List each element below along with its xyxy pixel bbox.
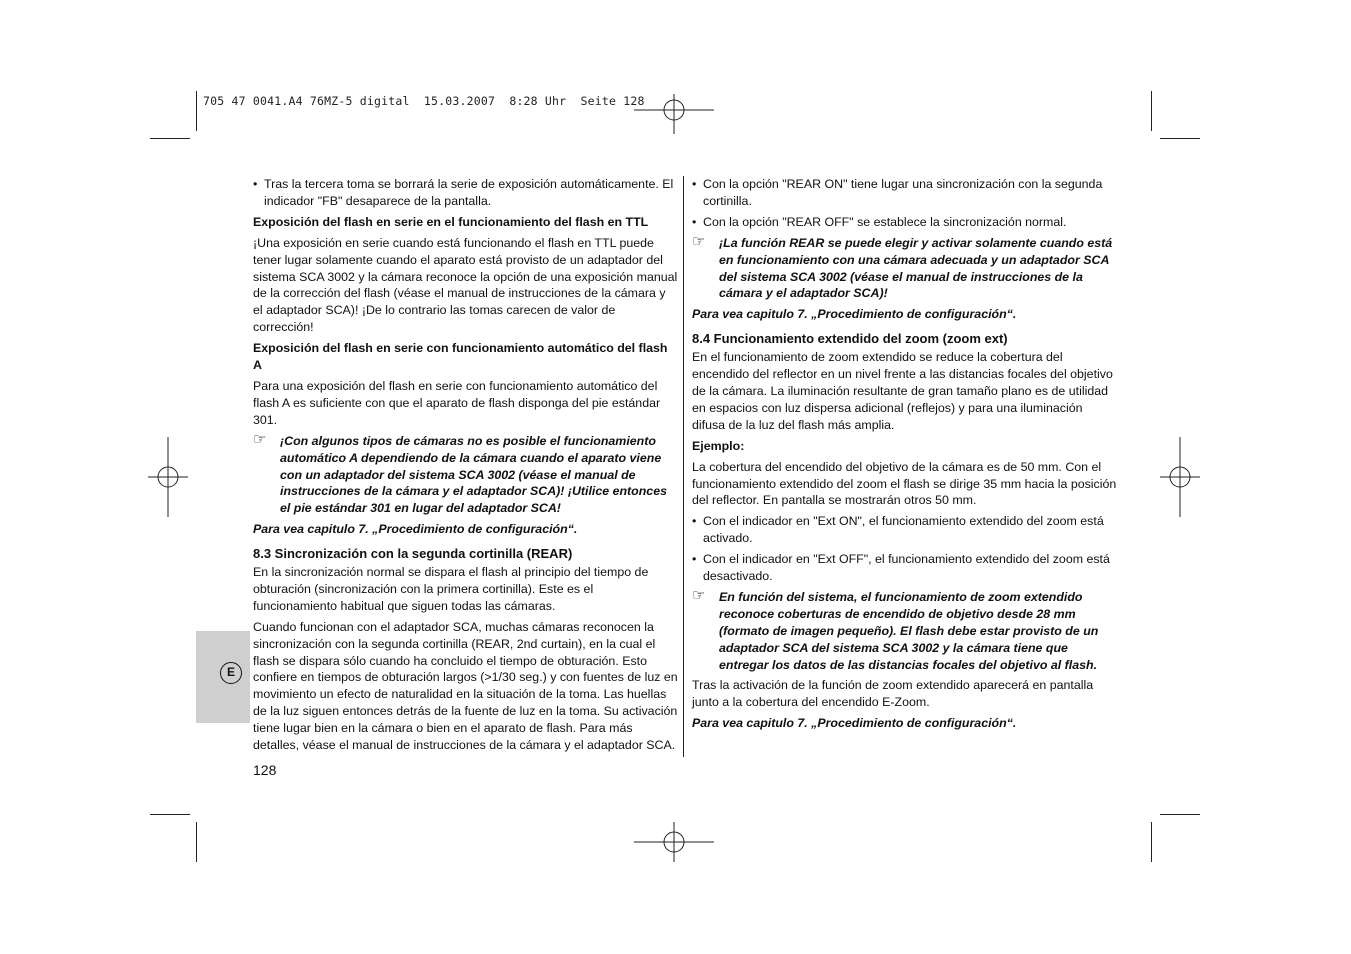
- crop-mark-bottom-right-v: [1151, 822, 1152, 862]
- page-number: 128: [253, 762, 277, 778]
- crop-mark-bottom-left-v: [196, 822, 197, 862]
- section-heading-auto: Exposición del flash en serie con funcionamiento automático del flash A: [253, 341, 668, 373]
- list-item: [253, 176, 678, 210]
- note-text: ¡La función REAR se puede elegir y activar solamente cuando está en funcionamiento con una cámara adecuada y un adaptador SCA del sistema SCA 3002 (véase el manual de instrucciones de la cámara y el adaptador SCA)!: [719, 235, 1113, 301]
- note-zoom: [692, 586, 1117, 674]
- bullet-text: Con el indicador en "Ext ON", el funcionamiento extendido del zoom está activado.: [703, 514, 1104, 546]
- example-heading: Ejemplo:: [692, 438, 745, 453]
- pointing-hand-icon: ☞: [692, 232, 706, 250]
- note-text: ¡Con algunos tipos de cámaras no es posible el funcionamiento automático A dependiendo de la cámara cuando el aparato viene con un adaptador del sistema SCA 3002 (véase el manual de instrucciones de la cámara y el adaptador SCA)! ¡Utilice entonces el pie estándar 301 en lugar del adaptador SCA!: [280, 433, 667, 516]
- list-item: [692, 214, 1117, 231]
- left-column: [253, 176, 678, 758]
- pointing-hand-icon: ☞: [692, 586, 706, 604]
- registration-mark-bottom: [634, 822, 714, 862]
- registration-mark-left: [148, 437, 188, 517]
- note-text: En función del sistema, el funcionamiento de zoom extendido reconoce coberturas de encendido de objetivo desde 28 mm (formato de imagen pequeño). El flash debe estar provisto de un adaptador SCA del sistema SCA 3002 y la cámara tiene que entregar los datos de las distancias focales del objetivo al flash.: [719, 589, 1099, 672]
- section-heading-ttl: Exposición del flash en serie en el funcionamiento del flash en TTL: [253, 214, 649, 229]
- config-reference: Para vea capitulo 7. „Procedimiento de configuración“.: [692, 716, 1017, 731]
- bullet-icon: •: [692, 177, 697, 191]
- bullet-icon: •: [692, 214, 697, 229]
- printer-slug: 705 47 0041.A4 76MZ-5 digital 15.03.2007 8:28 Uhr Seite 128: [203, 94, 645, 108]
- list-item: [692, 513, 1117, 547]
- bullet-text: Con la opción "REAR ON" tiene lugar una sincronización con la segunda cortinilla.: [703, 177, 1103, 208]
- paragraph-ttl: ¡Una exposición en serie cuando está funcionando el flash en TTL puede tener lugar solamente cuando el aparato está provisto de un adaptador del sistema SCA 3002 y la cámara reconoce la opción de una exposición manual de la corrección del flash (véase el manual de instrucciones de la cámara y el adaptador SCA)! ¡De lo contrario las tomas carecen de valor de corrección!: [253, 235, 678, 335]
- registration-mark-top: [634, 94, 714, 134]
- pointing-hand-icon: ☞: [253, 430, 267, 448]
- bullet-icon: •: [692, 552, 697, 567]
- bullet-text: Tras la tercera toma se borrará la serie de exposición automáticamente. El indicador "FB" desaparece de la pantalla.: [264, 177, 674, 208]
- bullet-text: Con la opción "REAR OFF" se establece la sincronización normal.: [703, 214, 1067, 229]
- crop-mark-top-right-v: [1151, 91, 1152, 131]
- note-rear: [692, 232, 1117, 303]
- config-reference: Para vea capitulo 7. „Procedimiento de configuración“.: [692, 307, 1017, 322]
- crop-mark-bottom-left-h: [150, 814, 190, 815]
- list-item: [692, 176, 1117, 210]
- language-badge: E: [220, 662, 242, 684]
- crop-mark-top-left-v: [196, 91, 197, 131]
- list-item: [692, 551, 1117, 585]
- bullet-text: Con el indicador en "Ext OFF", el funcionamiento extendido del zoom está desactivado.: [703, 552, 1110, 584]
- crop-mark-top-right-h: [1160, 138, 1200, 139]
- crop-mark-top-left-h: [150, 138, 190, 139]
- paragraph-8-3-a: En la sincronización normal se dispara el flash al principio del tiempo de obturación (sincronización con la primera cortinilla). Este es el funcionamiento habitual que siguen todas las cámaras.: [253, 565, 649, 613]
- paragraph-8-4: En el funcionamiento de zoom extendido se reduce la cobertura del encendido del reflector en un nivel frente a las distancias focales del objetivo de la cámara. La iluminación resultante de gran tamaño plano es de utilidad en espacios con luz dispersa adicional (reflejos) y para una iluminación difusa de la luz del flash más amplia.: [692, 350, 1113, 432]
- bullet-icon: •: [692, 514, 697, 529]
- config-reference: Para vea capitulo 7. „Procedimiento de configuración“.: [253, 522, 578, 537]
- bullet-icon: •: [253, 177, 258, 191]
- paragraph-auto: Para una exposición del flash en serie con funcionamiento automático del flash A es suficiente con que el aparato de flash disponga del pie estándar 301.: [253, 378, 661, 427]
- column-divider: [683, 176, 684, 757]
- note-auto: [253, 430, 678, 518]
- paragraph-ezoom: Tras la activación de la función de zoom extendido aparecerá en pantalla junto a la cobertura del encendido E-Zoom.: [692, 678, 1094, 710]
- paragraph-example: La cobertura del encendido del objetivo de la cámara es de 50 mm. Con el funcionamiento extendido del zoom el flash se dirige 35 mm hacia la posición del reflector. En pantalla se mostrarán otros 50 mm.: [692, 459, 1117, 508]
- registration-mark-right: [1160, 437, 1200, 517]
- section-heading-8-3: 8.3 Sincronización con la segunda cortinilla (REAR): [253, 546, 573, 562]
- crop-mark-bottom-right-h: [1160, 814, 1200, 815]
- section-heading-8-4: 8.4 Funcionamiento extendido del zoom (zoom ext): [692, 331, 1008, 347]
- right-column: [692, 176, 1117, 736]
- paragraph-8-3-b: Cuando funcionan con el adaptador SCA, muchas cámaras reconocen la sincronización con la segunda cortinilla (REAR, 2nd curtain), en la cual el flash se dispara sólo cuando ha concluido el tiempo de obturación. Esto confiere en tiempos de obturación largos (>1/30 seg.) y con fuentes de luz en movimiento un efecto de naturalidad en la situación de la toma. Las huellas de la luz siguen entonces detrás de la fuente de luz en la toma. Su activación tiene lugar bien en la cámara o bien en el aparato de flash. Para más detalles, véase el manual de instrucciones de la cámara y el adaptador SCA.: [253, 619, 678, 753]
